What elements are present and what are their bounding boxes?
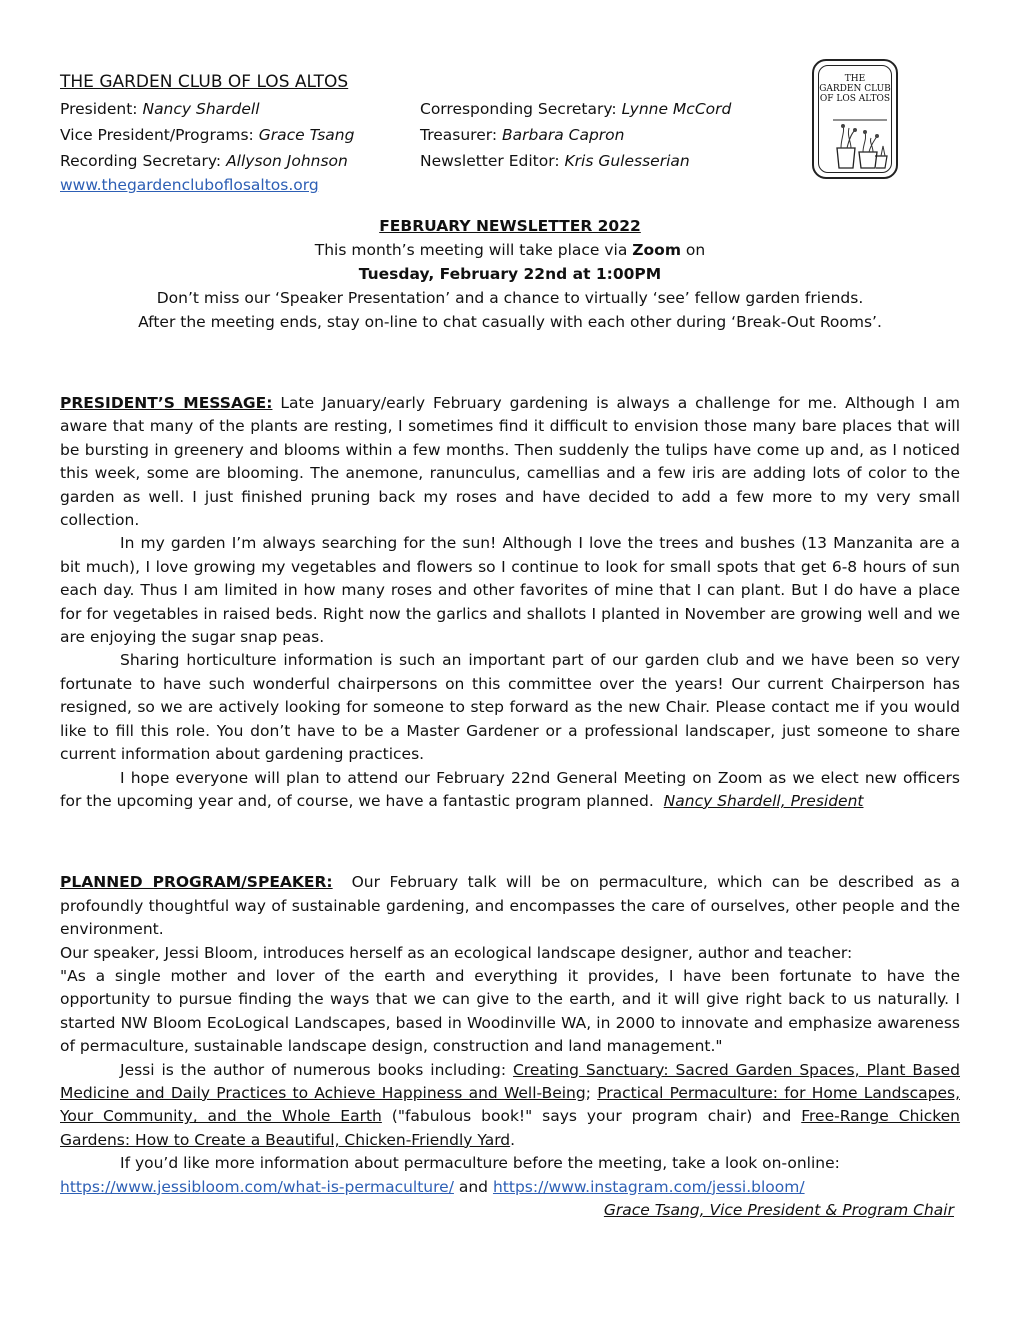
president-paragraph-4: I hope everyone will plan to attend our February 22nd General Meeting on Zoom as we elect new officers for the upcoming year and, of course, we have a fantastic program planned. Nancy Shardell, President: [60, 768, 960, 810]
program-links: https://www.jessibloom.com/what-is-permaculture/ and https://www.instagram.com/jessi.bloom/: [60, 1177, 805, 1196]
president-paragraph-3: Sharing horticulture information is such an important part of our garden club and we have been so very fortunate to have such wonderful chairpersons on this committee over the years! Our current Chairperson has resigned, so we are actively looking for someone to step forward as the new Chair. Please contact me if you would like to fill this role. You don’t have to be a Master Gardener or a professional landscaper, just someone to share current information about gardening practices.: [60, 651, 960, 764]
president-signature: Nancy Shardell, President: [663, 791, 864, 810]
program-quote: "As a single mother and lover of the earth and everything it provides, I have been fortunate to have the opportunity to pursue finding the ways that we can give to the earth, and it will give right back to us naturally. I started NW Bloom EcoLogical Landscapes, based in Woodinville WA, in 2000 to innovate and emphasize awareness of permaculture, sustainable landscape design, construction and land management.": [60, 966, 960, 1056]
program-heading: PLANNED PROGRAM/SPEAKER:: [60, 873, 333, 892]
instagram-link[interactable]: https://www.instagram.com/jessi.bloom/: [492, 1177, 805, 1196]
officer-recording-secretary: Recording Secretary: Allyson Johnson: [60, 152, 348, 170]
officers-list: [60, 98, 960, 172]
logo-line-3: OF LOS ALTOS: [819, 94, 891, 104]
book-creating-sanctuary: Creating Sanctuary: Sacred Garden Spaces, Plant Based Medicine and Daily Practices to Achieve Happiness and Well-Being: [60, 1060, 960, 1102]
officer-newsletter-editor: Newsletter Editor: Kris Gulesserian: [420, 152, 690, 170]
program-section: [60, 871, 960, 1222]
book-practical-permaculture: Practical Permaculture: for Home Landscapes, Your Community, and the Whole Earth: [60, 1083, 960, 1126]
president-paragraph-2: In my garden I’m always searching for the sun! Although I love the trees and bushes (13 Manzanita are a bit much), I love growing my vegetables and flowers so I continue to look for small spots that get 6-8 hours of sun each day. Thus I am limited in how many roses and other favorites of mine that I can plant. But I do have a place for for vegetables in raised beds. Right now the garlics and shallots I planted in November are growing well and we are enjoying the sugar snap peas.: [60, 534, 960, 647]
club-name: THE GARDEN CLUB OF LOS ALTOS: [60, 72, 349, 92]
newsletter-page: [60, 72, 960, 1222]
officer-treasurer: Treasurer: Barbara Capron: [420, 126, 625, 144]
website-link[interactable]: www.thegardencluboflosaltos.org: [60, 176, 319, 194]
meeting-announcement: [60, 214, 960, 334]
program-more-info: If you’d like more information about permaculture before the meeting, take a look on-online:: [120, 1154, 840, 1173]
program-signature: Grace Tsang, Vice President & Program Chair: [603, 1201, 954, 1219]
program-paragraph-1: PLANNED PROGRAM/SPEAKER: Our February talk will be on permaculture, which can be described as a profoundly thoughtful way of sustainable gardening, and encompasses the care of ourselves, other people and the environment.: [60, 873, 960, 939]
president-heading: PRESIDENT’S MESSAGE:: [60, 394, 273, 412]
permaculture-link[interactable]: https://www.jessibloom.com/what-is-permaculture/: [60, 1177, 454, 1196]
meeting-date: Tuesday, February 22nd at 1:00PM: [358, 265, 662, 283]
officer-president: President: Nancy Shardell: [60, 100, 260, 118]
meeting-note-2: After the meeting ends, stay on-line to chat casually with each other during ‘Break-Out Rooms’.: [138, 313, 882, 331]
program-paragraph-2: Our speaker, Jessi Bloom, introduces herself as an ecological landscape designer, author and teacher:: [60, 943, 853, 962]
president-message: [60, 392, 960, 813]
book-free-range-chicken-gardens: Free-Range Chicken Gardens: How to Create a Beautiful, Chicken-Friendly Yard: [60, 1107, 961, 1149]
officer-corresponding-secretary: Corresponding Secretary: Lynne McCord: [420, 100, 732, 118]
president-paragraph-1: PRESIDENT’S MESSAGE: Late January/early February gardening is always a challenge for me. Although I am aware that many of the plants are resting, I sometimes find it difficult to envision those many bare places that will be bursting in greenery and blooms within a few months. Then suddenly the tulips have come up and, as I noticed this week, some are blooming. The anemone, ranunculus, camellias and a few iris are adding lots of color to the garden as well. I just finished pruning back my roses and have decided to add a few more to my very small collection.: [60, 394, 960, 530]
logo-line-2: GARDEN CLUB: [819, 84, 891, 94]
program-books: Jessi is the author of numerous books including: Creating Sanctuary: Sacred Garden Spaces, Plant Based Medicine and Daily Practices to Achieve Happiness and Well-Being; Practical Permaculture: for Home Landscapes, Your Community, and the Whole Earth ("fabulous book!" says your program chair) and Free-Range Chicken Gardens: How to Create a Beautiful, Chicken-Friendly Yard.: [60, 1060, 961, 1149]
officer-vice-president: Vice President/Programs: Grace Tsang: [60, 126, 355, 144]
meeting-line: This month’s meeting will take place via Zoom on: [314, 241, 706, 259]
newsletter-title: FEBRUARY NEWSLETTER 2022: [379, 217, 641, 235]
logo-line-1: THE: [844, 74, 866, 84]
meeting-note-1: Don’t miss our ‘Speaker Presentation’ and a chance to virtually ‘see’ fellow garden friends.: [156, 289, 864, 307]
